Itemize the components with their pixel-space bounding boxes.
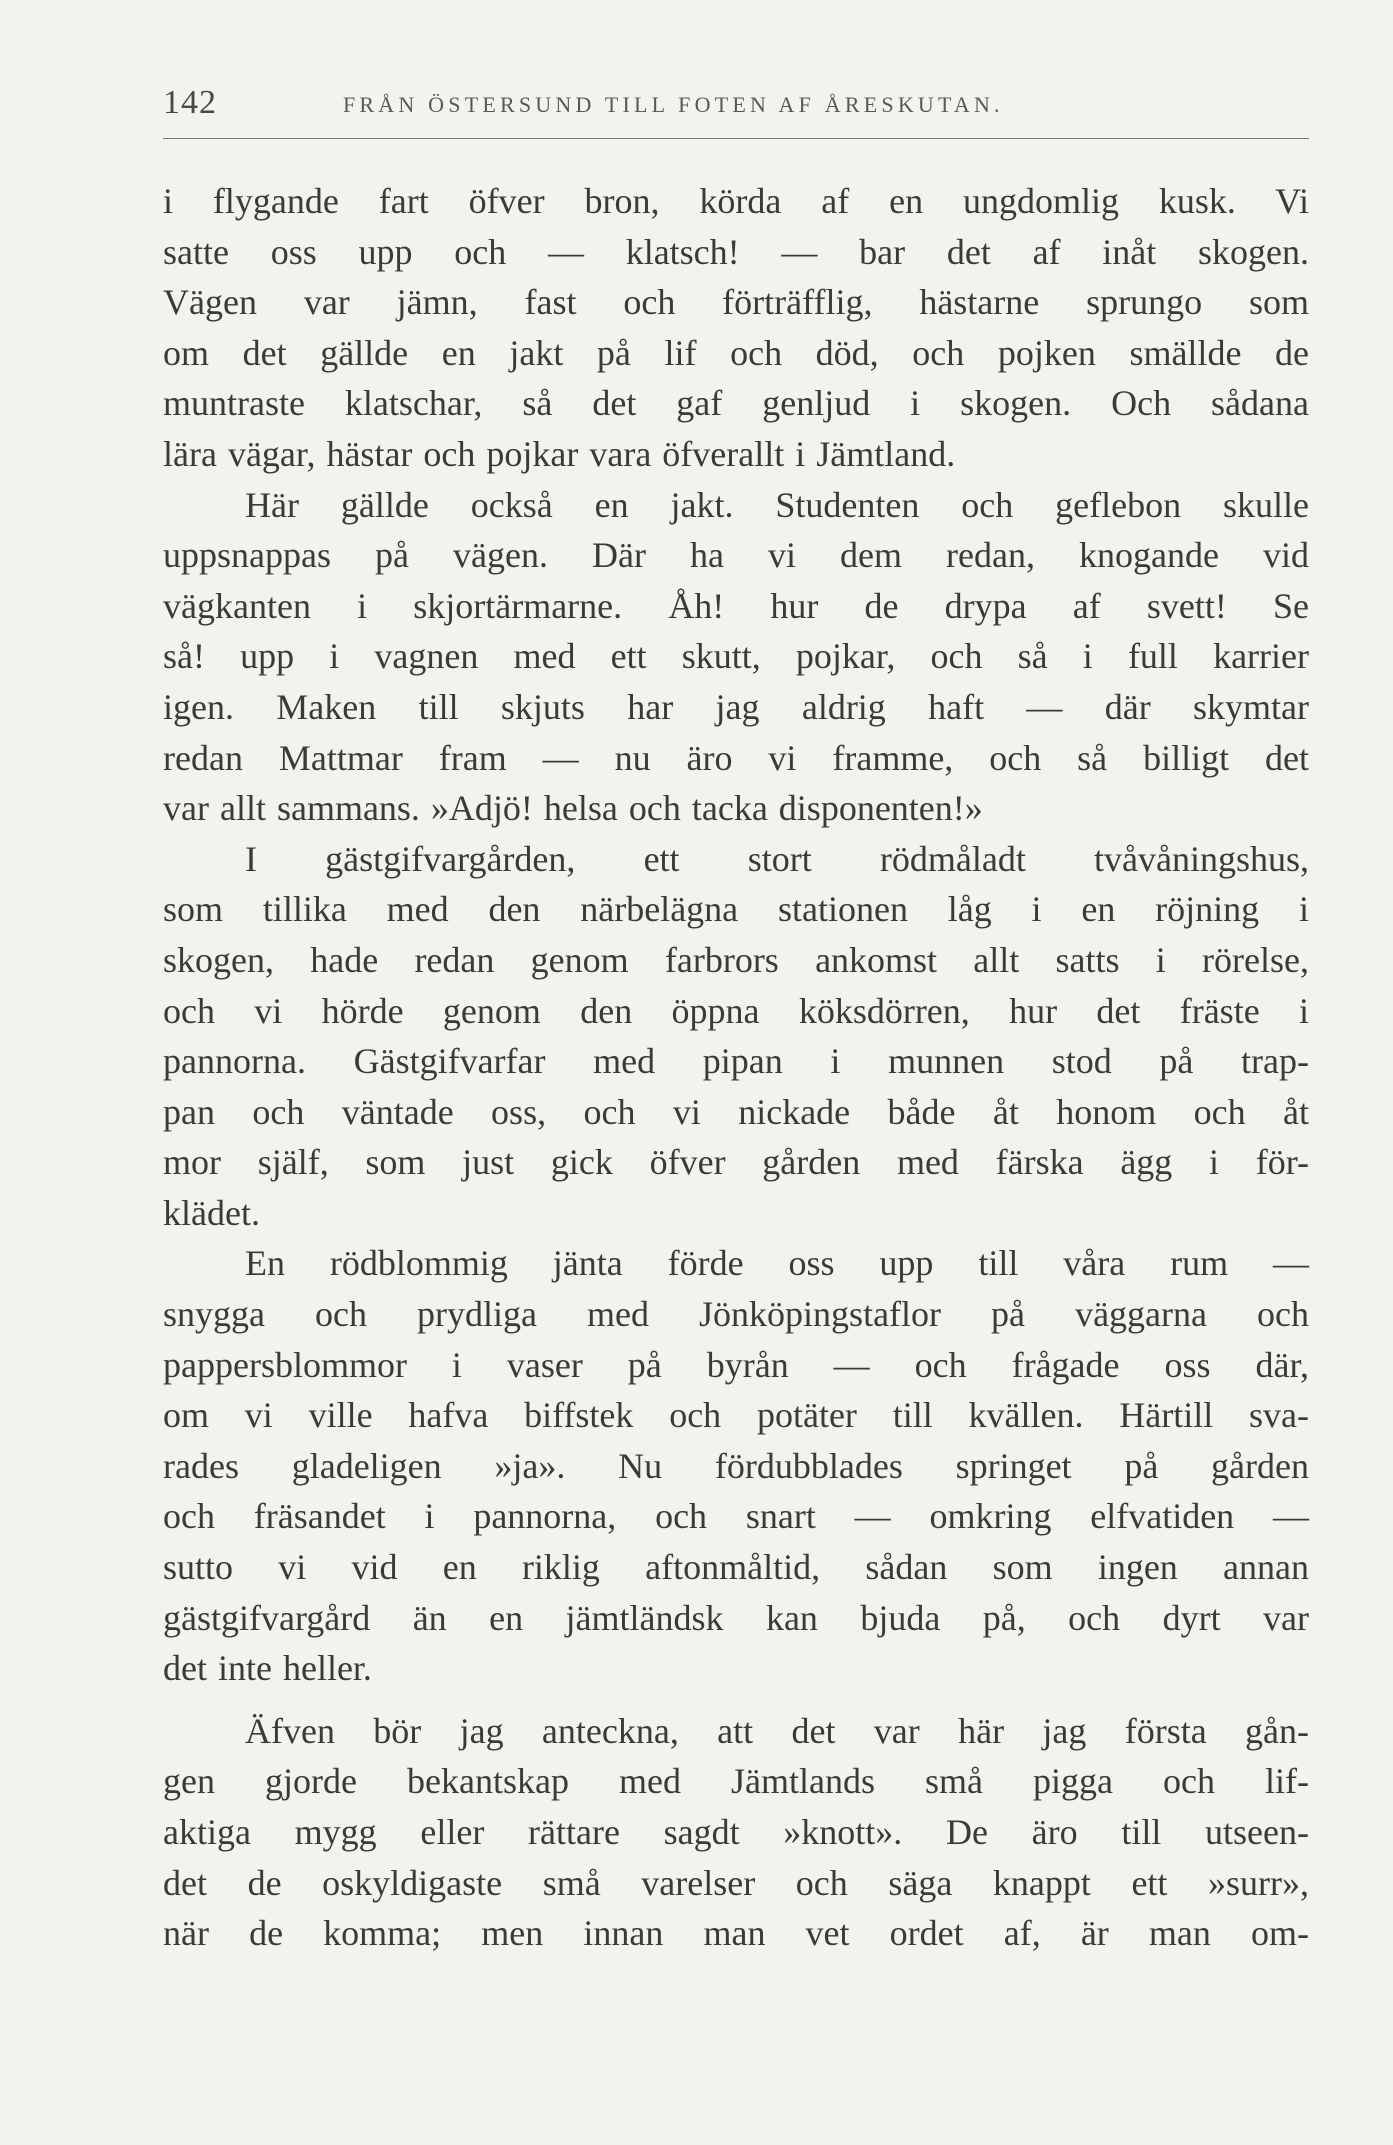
running-title: FRÅN ÖSTERSUND TILL FOTEN AF ÅRESKUTAN. [343, 92, 1004, 117]
text-line: pappersblommor i vaser på byrån — och frågade oss där, [163, 1344, 1309, 1385]
text-line: och vi hörde genom den öppna köksdörren, hur det fräste i [163, 990, 1309, 1031]
text-line: Vägen var jämn, fast och förträfflig, hästarne sprungo som [163, 282, 1309, 323]
text-line: igen. Maken till skjuts har jag aldrig haft — där skymtar [163, 686, 1309, 727]
text-line: när de komma; men innan man vet ordet af, är man om- [163, 1913, 1309, 1954]
text-line: vägkanten i skjortärmarne. Åh! hur de drypa af svett! Se [163, 585, 1309, 626]
text-line: lära vägar, hästar och pojkar vara öfverallt i Jämtland. [163, 433, 956, 474]
body-text [163, 176, 1309, 1959]
text-line: aktiga mygg eller rättare sagdt »knott». De äro till utseen- [163, 1812, 1309, 1852]
text-line: pan och väntade oss, och vi nickade både åt honom och åt [163, 1091, 1309, 1132]
text-line: mor själf, som just gick öfver gården med färska ägg i för- [163, 1142, 1309, 1183]
text-line: det de oskyldigaste små varelser och säga knappt ett »surr», [163, 1862, 1309, 1903]
text-line: om vi ville hafva biffstek och potäter till kvällen. Härtill sva- [163, 1395, 1309, 1436]
text-line: var allt sammans. »Adjö! helsa och tacka disponenten!» [163, 788, 983, 829]
header-rule [163, 138, 1309, 139]
page-header [163, 78, 1309, 128]
text-line: muntraste klatschar, så det gaf genljud i skogen. Och sådana [163, 383, 1309, 424]
text-line: Här gällde också en jakt. Studenten och geflebon skulle [245, 484, 1309, 525]
text-line: klädet. [163, 1192, 260, 1233]
text-line: så! upp i vagnen med ett skutt, pojkar, och så i full karrier [163, 636, 1309, 677]
text-line: som tillika med den närbelägna stationen låg i en röjning i [163, 889, 1309, 930]
text-line: rades gladeligen »ja». Nu fördubblades springet på gården [163, 1445, 1309, 1486]
text-line: gen gjorde bekantskap med Jämtlands små pigga och lif- [163, 1761, 1309, 1802]
text-line: uppsnappas på vägen. Där ha vi dem redan, knogande vid [163, 535, 1309, 576]
text-line: En rödblommig jänta förde oss upp till våra rum — [245, 1243, 1309, 1284]
text-line: skogen, hade redan genom farbrors ankomst allt satts i rörelse, [163, 939, 1309, 980]
text-line: om det gällde en jakt på lif och död, och pojken smällde de [163, 332, 1309, 373]
text-line: redan Mattmar fram — nu äro vi framme, och så billigt det [163, 737, 1309, 778]
text-line: Äfven bör jag anteckna, att det var här jag första gån- [245, 1710, 1309, 1751]
page-number: 142 [163, 84, 217, 121]
text-line: och fräsandet i pannorna, och snart — omkring elfvatiden — [163, 1496, 1309, 1537]
text-line: sutto vi vid en riklig aftonmåltid, sådan som ingen annan [163, 1547, 1309, 1588]
text-line: det inte heller. [163, 1648, 372, 1689]
text-line: gästgifvargård än en jämtländsk kan bjuda på, och dyrt var [163, 1597, 1309, 1638]
text-line: snygga och prydliga med Jönköpingstaflor på väggarna och [163, 1294, 1309, 1335]
text-line: i flygande fart öfver bron, körda af en ungdomlig kusk. Vi [163, 181, 1309, 221]
text-line: satte oss upp och — klatsch! — bar det af inåt skogen. [163, 231, 1309, 272]
text-line: I gästgifvargården, ett stort rödmåladt tvåvåningshus, [245, 838, 1309, 879]
text-line: pannorna. Gästgifvarfar med pipan i munnen stod på trap- [163, 1041, 1309, 1082]
paragraph-gap [163, 1694, 1309, 1706]
